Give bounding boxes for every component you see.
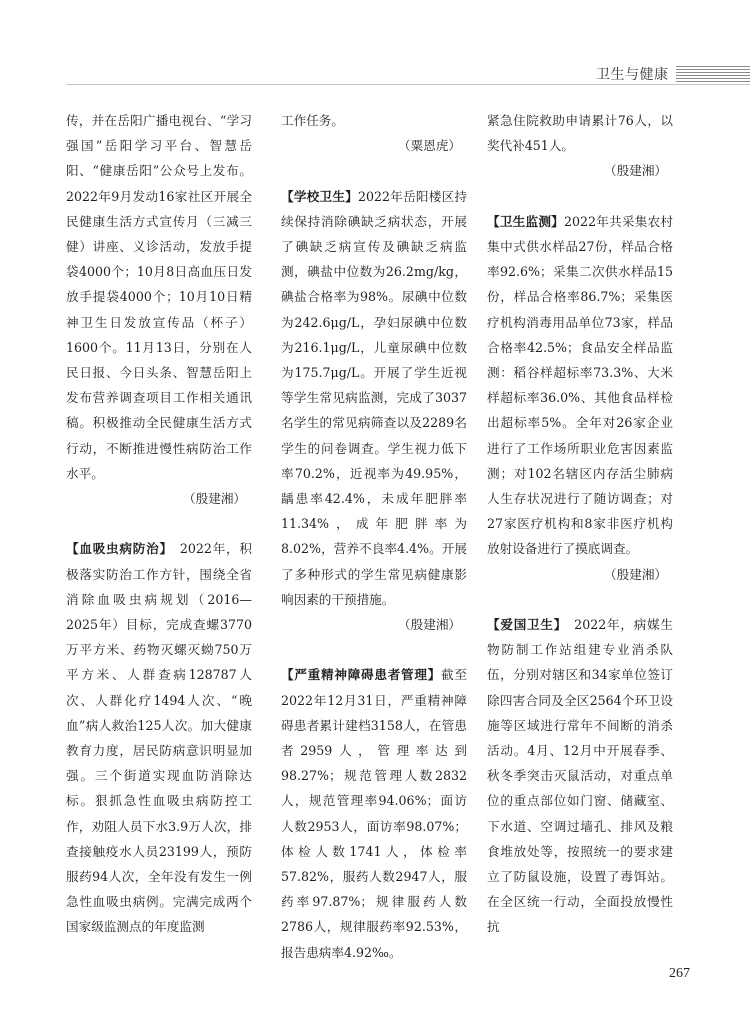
entry-body: 截至2022年12月31日，严重精神障碍患者累计建档3158人，在管患者2959人，管理率达到98.27%；规范管理人数2832人，规范管理率94.06%；面访人数2953人，面访率98.07%；体检人数1741人，体检率57.82%，服药人数2947人，服药率97.87%；规律服药人数2786人，规律服药率92.53%，报告患病率4.92‰。 [281,667,468,960]
entry-heading: 【血吸虫病防治】 [66,541,167,557]
paragraph-gap [281,637,467,662]
entry-school-health [281,184,467,612]
entry-heading: 【严重精神障碍患者管理】 [281,667,442,683]
entry-heading: 【爱国卫生】 [487,617,561,633]
paragraph-gap [487,587,673,612]
text-column-2 [281,108,467,965]
paragraph-gap [281,158,467,183]
author-attribution: （殷建湘） [604,566,667,582]
paragraph-continued: 传，并在岳阳广播电视台、“学习强国”岳阳学习平台、智慧岳阳、“健康岳阳”公众号上发布。2022年9月发动16家社区开展全民健康生活方式宣传月（三减三健）讲座、义诊活动，发放手提袋4000个；10月8日高血压日发放手提袋4000个；10月10日精神卫生日发放宣传品（杯子）1600个。11月13日，分别在人民日报、今日头条、智慧岳阳上发布营养调查项目工作相关通讯稿。积极推动全民健康生活方式行动，不断推进慢性病防治工作水平。 [66,113,252,481]
text-column-3 [487,108,673,940]
entry-patriotic-health [487,612,673,940]
entry-body: 2022年，病媒生物防制工作站组建专业消杀队伍，分别对辖区和34家单位签订除四害合同及全区2564个环卫设施等区域进行常年不间断的消杀活动。4月、12月中开展春季、秋冬季突击灭鼠活动，对重点单位的重点部位如门窗、储藏室、下水道、空调过墙孔、排风及粮食堆放处等，按照统一的要求建立了防鼠设施，设置了毒饵站。在全区统一行动，全面投放慢性抗 [487,617,673,935]
text-column-1 [66,108,252,940]
page-number: 267 [669,966,690,981]
author-attribution: （粟恩虎） [398,138,461,154]
paragraph-gap [487,184,673,209]
entry-schistosomiasis [66,536,252,939]
entry-body: 2022年岳阳楼区持续保持消除碘缺乏病状态，开展了碘缺乏病宣传及碘缺乏病监测，碘盐中位数为26.2mg/kg，碘盐合格率为98%。尿碘中位数为242.6μg/L，孕妇尿碘中位数为216.1μg/L，儿童尿碘中位数为175.7μg/L。开展了学生近视等学生常见病监测，完成了3037名学生的常见病筛查以及2289名学生的问卷调查。学生视力低下率70.2%，近视率为49.95%，龋患率42.4%，未成年肥胖率11.34%，成年肥胖率为8.02%，营养不良率4.4%。开展了多种形式的学生常见病健康影响因素的干预措施。 [281,188,467,607]
entry-health-monitoring [487,209,673,562]
header-decoration-stripes [676,66,750,82]
entry-body: 2022年共采集农村集中式供水样品27份，样品合格率92.6%；采集二次供水样品15份，样品合格率86.7%；采集医疗机构消毒用品单位73家，样品合格率42.5%；食品安全样品监测：稻谷样超标率73.3%、大米样超标率36.0%、其他食品样检出超标率5%。全年对26家企业进行了工作场所职业危害因素监测；对102名辖区内存活尘肺病人生存状况进行了随访调查；对27家医疗机构和8家非医疗机构放射设备进行了摸底调查。 [487,213,673,557]
author-attribution: （殷建湘） [398,617,461,633]
page-header [0,62,750,88]
paragraph-continued: 工作任务。 [281,113,344,128]
entry-mental-disorder [281,662,467,964]
paragraph-gap [66,511,252,536]
section-title: 卫生与健康 [596,67,669,83]
entry-body: 2022年，积极落实防治工作方针，围绕全省消除血吸虫病规划（2016—2025年）目标，完成查螺3770万平方米、药物灭螺灭蚴750万平方米、人群查病128787人次、人群化疗1494人次、“晚血”病人救治125人次。加大健康教育力度，居民防病意识明显加强。三个街道实现血防消除达标。狠抓急性血吸虫病防控工作，劝阻人员下水3.9万人次，排查接触疫水人员23199人，预防服药94人次，全年没有发生一例急性血吸虫病例。完满完成两个国家级监测点的年度监测 [66,541,252,935]
author-attribution: （殷建湘） [183,491,246,507]
paragraph-continued: 紧急住院救助申请累计76人，以奖代补451人。 [487,113,673,154]
header-rule [66,84,750,85]
entry-heading: 【卫生监测】 [487,213,564,229]
entry-heading: 【学校卫生】 [281,188,358,204]
author-attribution: （殷建湘） [604,163,667,179]
